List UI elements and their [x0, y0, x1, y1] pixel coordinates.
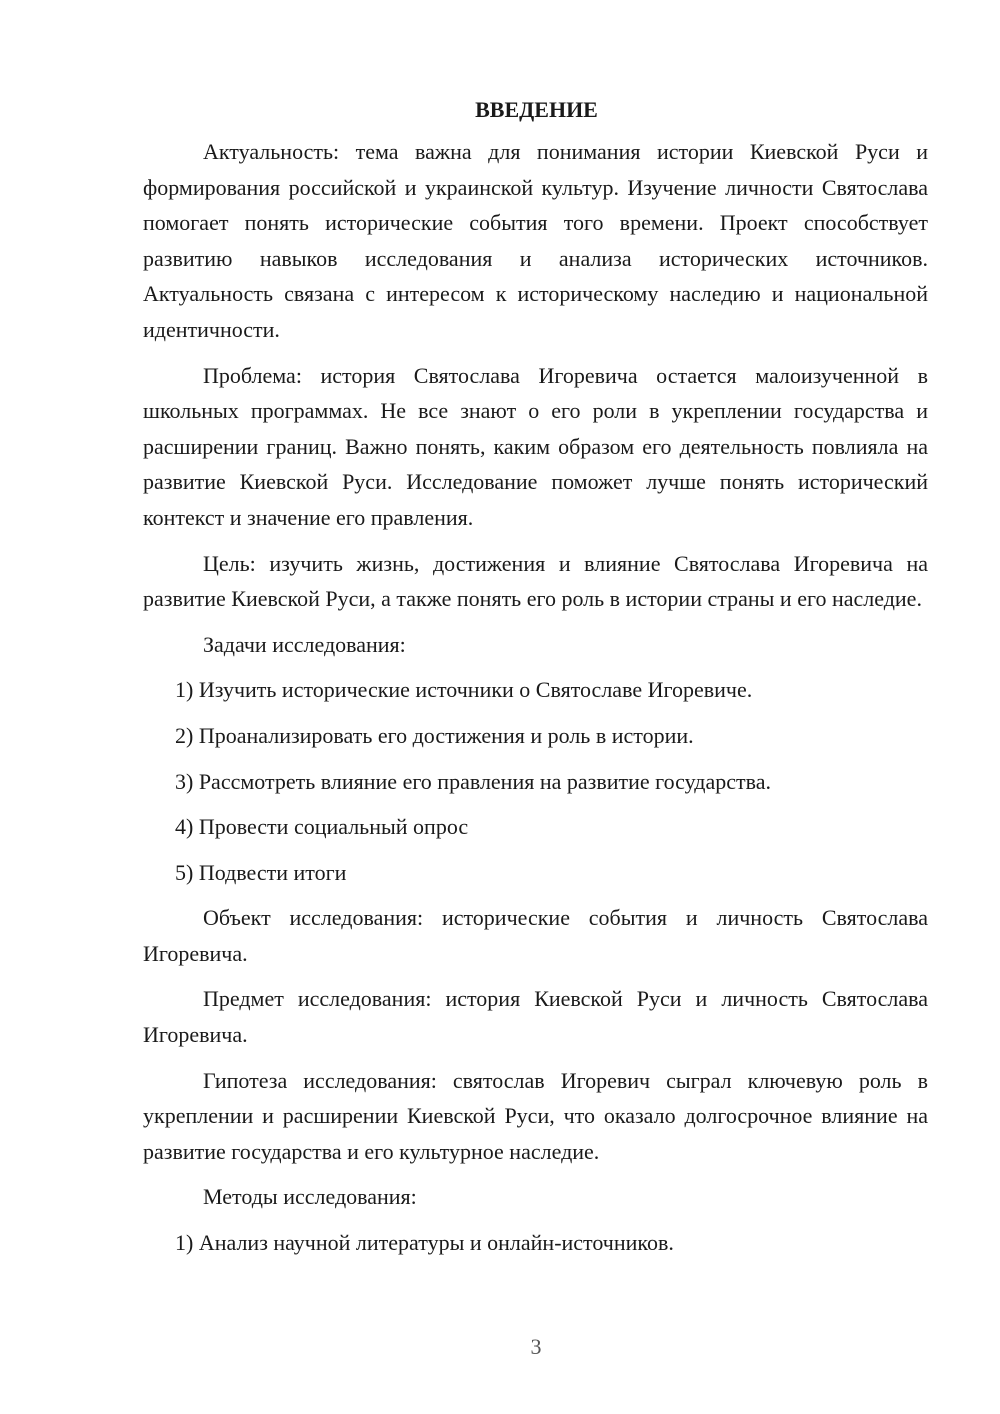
tasks-heading: Задачи исследования:: [203, 631, 406, 657]
page-content: [143, 97, 928, 1271]
section-heading: ВВЕДЕНИЕ: [475, 97, 598, 122]
task-item-5: 5) Подвести итоги: [175, 859, 347, 885]
paragraph-problem: Проблема: история Святослава Игоревича остается малоизученной в школьных программах. Не все знают о его роли в укреплении государства и расширении границ. Важно понять, каким образом его деятельность повлияла на развитие Киевской Руси. Исследование поможет лучше понять исторический контекст и значение его правления.: [143, 362, 928, 530]
task-item-4: 4) Провести социальный опрос: [175, 814, 469, 840]
paragraph-relevance: Актуальность: тема важна для понимания истории Киевской Руси и формирования российской и украинской культур. Изучение личности Святослава помогает понять исторические события того времени. Проект способствует развитию навыков исследования и анализа исторических источников. Актуальность связана с интересом к историческому наследию и национальной идентичности.: [143, 139, 928, 342]
methods-heading: Методы исследования:: [203, 1184, 417, 1210]
task-item-3: 3) Рассмотреть влияние его правления на развитие государства.: [175, 768, 771, 794]
paragraph-object: Объект исследования: исторические события и личность Святослава Игоревича.: [143, 905, 928, 966]
method-item-1: 1) Анализ научной литературы и онлайн-источников.: [175, 1230, 674, 1256]
task-item-1: 1) Изучить исторические источники о Святославе Игоревиче.: [175, 677, 753, 703]
page-number: 3: [530, 1334, 542, 1359]
paragraph-goal: Цель: изучить жизнь, достижения и влияние Святослава Игоревича на развитие Киевской Руси, а также понять его роль в истории страны и его наследие.: [143, 550, 928, 612]
paragraph-hypothesis: Гипотеза исследования: святослав Игоревич сыграл ключевую роль в укреплении и расширении Киевской Руси, что оказало долгосрочное влияние на развитие государства и его культурное наследие.: [143, 1067, 928, 1164]
paragraph-subject: Предмет исследования: история Киевской Руси и личность Святослава Игоревича.: [143, 986, 928, 1048]
task-item-2: 2) Проанализировать его достижения и роль в истории.: [175, 722, 694, 748]
